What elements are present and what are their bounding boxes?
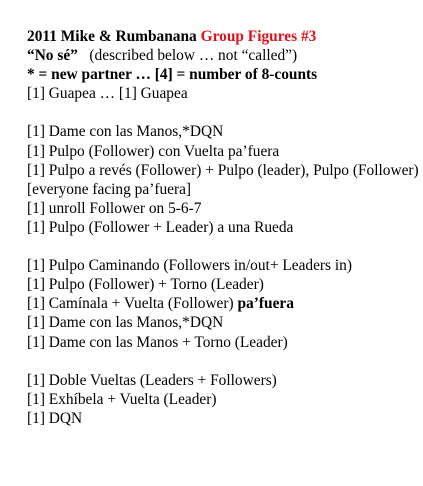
section-spacer [27,352,419,371]
no-se-line [27,46,419,65]
figure-line-text: [1] Pulpo a revés (Follower) + Pulpo (leader), Pulpo (Follower) [everyone facing pa’fuera] [27,161,419,198]
no-se-label: “No sé” [27,47,78,65]
figure-line [27,199,419,218]
figure-sections [27,84,419,428]
document-title [27,27,419,46]
figure-line-text: [1] DQN [27,409,83,427]
figure-line [27,218,419,237]
figure-line-text: [1] Camínala + Vuelta (Follower) [27,295,238,313]
figure-line-text: [1] unroll Follower on 5-6-7 [27,199,202,217]
figure-line-text: [1] Pulpo (Follower) con Vuelta pa’fuera [27,142,280,160]
figure-line-text: [1] Dame con las Manos,*DQN [27,123,224,141]
figure-line-text: [1] Pulpo (Follower) + Torno (Leader) [27,276,264,294]
figure-line-text: [1] Exhíbela + Vuelta (Leader) [27,390,217,408]
figure-line [27,294,419,313]
figure-section [27,371,419,428]
figure-line [27,84,419,103]
figure-line [27,122,419,141]
section-spacer [27,103,419,122]
figure-section [27,256,419,351]
legend-line: * = new partner … [4] = number of 8-counts [27,66,318,84]
section-spacer [27,237,419,256]
figure-line [27,333,419,352]
title-group-figures: Group Figures #3 [200,28,317,45]
figure-line-text: [1] Pulpo (Follower + Leader) a una Rueda [27,218,294,236]
figure-line [27,390,419,409]
title-text: 2011 Mike & Rumbanana [27,28,197,45]
figure-line-text: [1] Guapea … [1] Guapea [27,85,188,103]
figure-line [27,313,419,332]
figure-line-text: [1] Dame con las Manos,*DQN [27,314,224,332]
no-se-description: (described below … not “called”) [77,47,298,65]
figure-section [27,84,419,103]
figure-line [27,161,419,199]
figure-line-text: [1] Doble Vueltas (Leaders + Followers) [27,371,277,389]
figure-line [27,142,419,161]
figure-line [27,371,419,390]
figure-line-bold-text: pa’fuera [237,295,294,313]
figure-line [27,409,419,428]
figure-line [27,256,419,275]
figure-line-text: [1] Pulpo Caminando (Followers in/out+ Leaders in) [27,257,352,275]
figure-section [27,122,419,237]
figure-line [27,275,419,294]
figure-line-text: [1] Dame con las Manos + Torno (Leader) [27,333,288,351]
document-page [27,27,419,428]
